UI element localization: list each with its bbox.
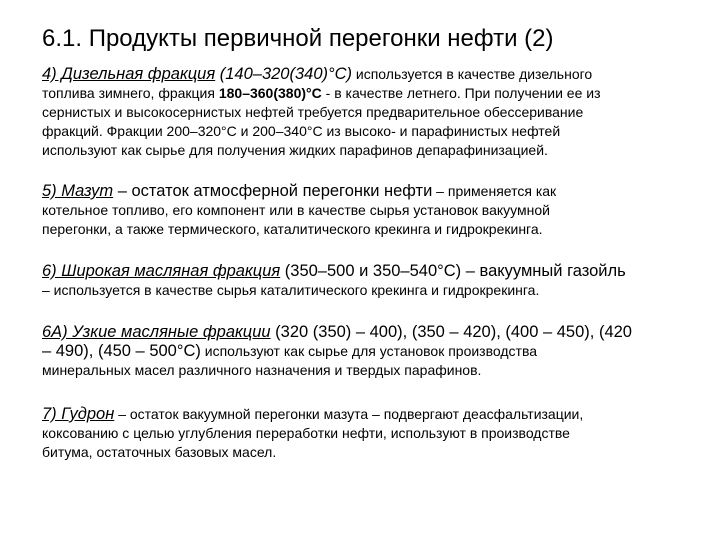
paragraph-line: битума, остаточных базовых масел. bbox=[42, 444, 277, 460]
paragraph-narrow-oil-fractions bbox=[42, 323, 692, 380]
text-segment: – применяется как bbox=[432, 183, 557, 199]
text-segment: топлива зимнего, фракция bbox=[42, 85, 219, 101]
paragraph-line: коксованию с целью углубления переработки нефти, используют в производстве bbox=[42, 425, 570, 441]
temperature-range: (140–320(340)°С) bbox=[215, 65, 352, 83]
definition-lead: (350–500 и 350–540°С) – вакуумный газойль bbox=[280, 262, 626, 280]
paragraph-line bbox=[42, 342, 692, 361]
paragraph-mazut bbox=[42, 182, 692, 239]
paragraph-line: минеральных масел различного назначения и твердых парафинов. bbox=[42, 362, 482, 378]
text-segment: используется в качестве дизельного bbox=[352, 66, 593, 82]
term-wide-oil-fraction: 6) Широкая масляная фракция bbox=[42, 262, 281, 280]
temperature-ranges: (320 (350) – 400), (350 – 420), (400 – 450), (420 bbox=[270, 323, 632, 341]
temperature-ranges: – 490), (450 – 500°С) bbox=[42, 342, 201, 360]
term-gudron: 7) Гудрон bbox=[42, 405, 115, 423]
paragraph-line: – используется в качестве сырья каталитического крекинга и гидрокрекинга. bbox=[42, 282, 540, 298]
paragraph-line: используют как сырье для получения жидких парафинов депарафинизацией. bbox=[42, 142, 548, 158]
definition-lead: – остаток атмосферной перегонки нефти bbox=[113, 182, 433, 200]
paragraph-line: котельное топливо, его компонент или в качестве сырья установок вакуумной bbox=[42, 202, 550, 218]
term-narrow-oil-fractions: 6А) Узкие масляные фракции bbox=[42, 323, 271, 341]
text-segment: - в качестве летнего. При получении ее из bbox=[321, 85, 601, 101]
paragraph-line bbox=[42, 65, 692, 84]
paragraph-line bbox=[42, 182, 692, 201]
paragraph-diesel-fraction bbox=[42, 65, 692, 160]
temperature-range-bold: 180–360(380)°С bbox=[218, 85, 322, 101]
paragraph-line bbox=[42, 262, 692, 281]
paragraph-line: перегонки, а также термического, каталитического крекинга и гидрокрекинга. bbox=[42, 221, 543, 237]
text-segment: используют как сырье для установок производства bbox=[200, 343, 538, 359]
paragraph-line: сернистых и высокосернистых нефтей требуется предварительное обессеривание bbox=[42, 104, 584, 120]
term-mazut: 5) Мазут bbox=[42, 182, 114, 200]
slide-title: 6.1. Продукты первичной перегонки нефти (2) bbox=[42, 25, 554, 52]
paragraph-wide-oil-fraction bbox=[42, 262, 692, 300]
term-diesel-fraction: 4) Дизельная фракция bbox=[42, 65, 216, 83]
paragraph-line bbox=[42, 323, 692, 342]
text-segment: – остаток вакуумной перегонки мазута – подвергают деасфальтизации, bbox=[114, 406, 584, 422]
paragraph-gudron bbox=[42, 405, 692, 462]
paragraph-line bbox=[42, 84, 692, 103]
paragraph-line bbox=[42, 405, 692, 424]
paragraph-line: фракций. Фракции 200–320°С и 200–340°С из высоко- и парафинистых нефтей bbox=[42, 123, 561, 139]
